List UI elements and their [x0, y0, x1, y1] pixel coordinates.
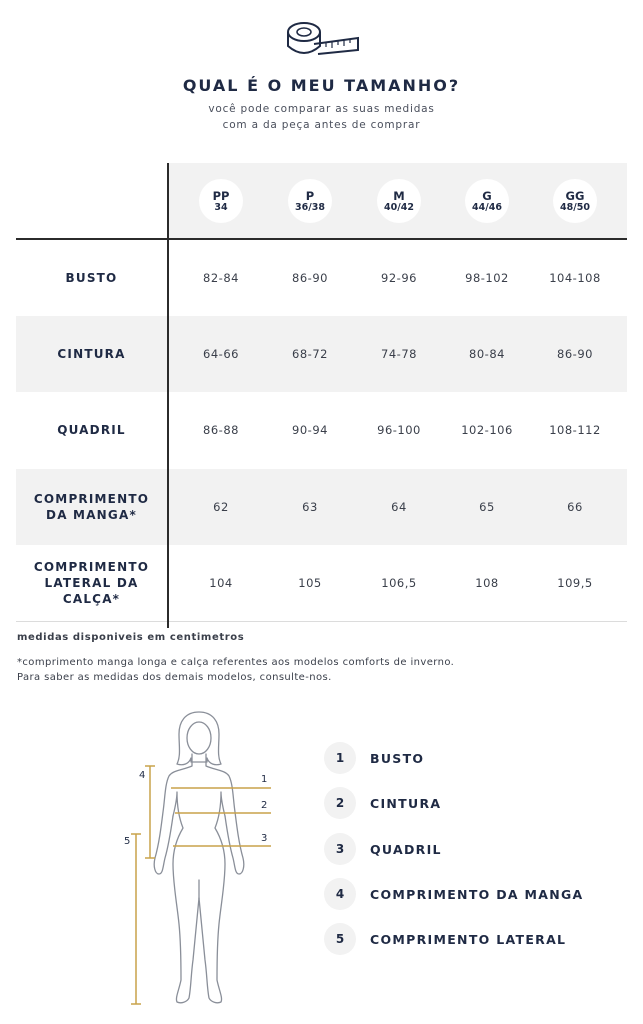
- table-cell: 64: [391, 500, 407, 514]
- legend-number: 5: [324, 923, 356, 955]
- marker-3: 3: [261, 833, 268, 844]
- table-cell: 86-90: [292, 271, 328, 285]
- size-letter: GG: [565, 188, 585, 203]
- table-cell: 108: [475, 576, 499, 590]
- size-header-p: [288, 179, 332, 223]
- units-note: medidas disponiveis em centimetros: [17, 632, 245, 643]
- subtitle-line-1: você pode comparar as suas medidas: [208, 103, 435, 115]
- subtitle-line-2: com a da peça antes de comprar: [222, 119, 421, 131]
- marker-4: 4: [139, 770, 146, 781]
- size-header-gg: [553, 179, 597, 223]
- table-cell: 104: [209, 576, 233, 590]
- size-number: 48/50: [560, 201, 590, 213]
- table-cell: 109,5: [557, 576, 593, 590]
- table-row-comprimento-lateral: [16, 545, 627, 621]
- size-header-m: [377, 179, 421, 223]
- size-number: 44/46: [472, 201, 502, 213]
- table-cell: 64-66: [203, 347, 239, 361]
- table-cell: 86-90: [557, 347, 593, 361]
- legend-label: COMPRIMENTO LATERAL: [370, 931, 567, 947]
- row-label: CINTURA: [57, 347, 126, 361]
- legend-label: BUSTO: [370, 750, 425, 766]
- table-cell: 82-84: [203, 271, 239, 285]
- table-cell: 62: [213, 500, 229, 514]
- table-cell: 105: [298, 576, 322, 590]
- table-header-divider: [16, 238, 627, 240]
- row-label: COMPRIMENTO DA MANGA*: [33, 492, 150, 522]
- footnote-line-1: *comprimento manga longa e calça referentes aos modelos comforts de inverno.: [17, 657, 455, 668]
- table-cell: 86-88: [203, 423, 239, 437]
- legend-item-busto: [324, 742, 624, 776]
- table-bottom-divider: [16, 621, 627, 622]
- table-cell: 106,5: [381, 576, 417, 590]
- table-row-cintura: [16, 316, 627, 392]
- size-letter: PP: [212, 188, 230, 203]
- table-row-comprimento-manga: [16, 469, 627, 545]
- table-cell: 63: [302, 500, 318, 514]
- row-label: COMPRIMENTO LATERAL DA CALÇA*: [33, 560, 150, 606]
- row-label: BUSTO: [65, 271, 118, 285]
- legend-item-quadril: [324, 833, 624, 867]
- table-cell: 96-100: [377, 423, 421, 437]
- legend-label: CINTURA: [370, 795, 442, 811]
- size-header-g: [465, 179, 509, 223]
- marker-2: 2: [261, 800, 268, 811]
- table-cell: 74-78: [381, 347, 417, 361]
- size-letter: M: [393, 188, 405, 203]
- table-cell: 104-108: [549, 271, 601, 285]
- table-cell: 65: [479, 500, 495, 514]
- legend-number: 3: [324, 833, 356, 865]
- legend-label: COMPRIMENTO DA MANGA: [370, 886, 584, 902]
- footnote-line-2: Para saber as medidas dos demais modelos, consulte-nos.: [17, 672, 332, 683]
- page-title: QUAL É O MEU TAMANHO?: [182, 76, 461, 95]
- table-cell: 80-84: [469, 347, 505, 361]
- size-letter: G: [482, 188, 492, 203]
- body-silhouette-icon: [115, 708, 285, 1013]
- table-cell: 66: [567, 500, 583, 514]
- measuring-tape-icon: [284, 18, 360, 62]
- size-number: 34: [214, 201, 228, 213]
- legend-label: QUADRIL: [370, 841, 442, 857]
- marker-1: 1: [261, 774, 268, 785]
- legend-item-comprimento-manga: [324, 878, 624, 912]
- legend-item-cintura: [324, 787, 624, 821]
- table-cell: 92-96: [381, 271, 417, 285]
- legend-item-comprimento-lateral: [324, 923, 624, 957]
- size-header-pp: [199, 179, 243, 223]
- table-cell: 102-106: [461, 423, 513, 437]
- legend-number: 1: [324, 742, 356, 774]
- table-cell: 108-112: [549, 423, 601, 437]
- size-letter: P: [305, 188, 315, 203]
- table-row-quadril: [16, 392, 627, 468]
- table-cell: 68-72: [292, 347, 328, 361]
- table-cell: 98-102: [465, 271, 509, 285]
- size-number: 40/42: [384, 201, 414, 213]
- size-number: 36/38: [295, 201, 325, 213]
- row-label: QUADRIL: [57, 423, 126, 437]
- table-cell: 90-94: [292, 423, 328, 437]
- marker-5: 5: [124, 836, 131, 847]
- page-subtitle: [0, 101, 643, 133]
- legend-number: 4: [324, 878, 356, 910]
- table-column-divider: [167, 163, 169, 628]
- table-row-busto: [16, 240, 627, 316]
- footnote: [17, 655, 454, 685]
- legend-number: 2: [324, 787, 356, 819]
